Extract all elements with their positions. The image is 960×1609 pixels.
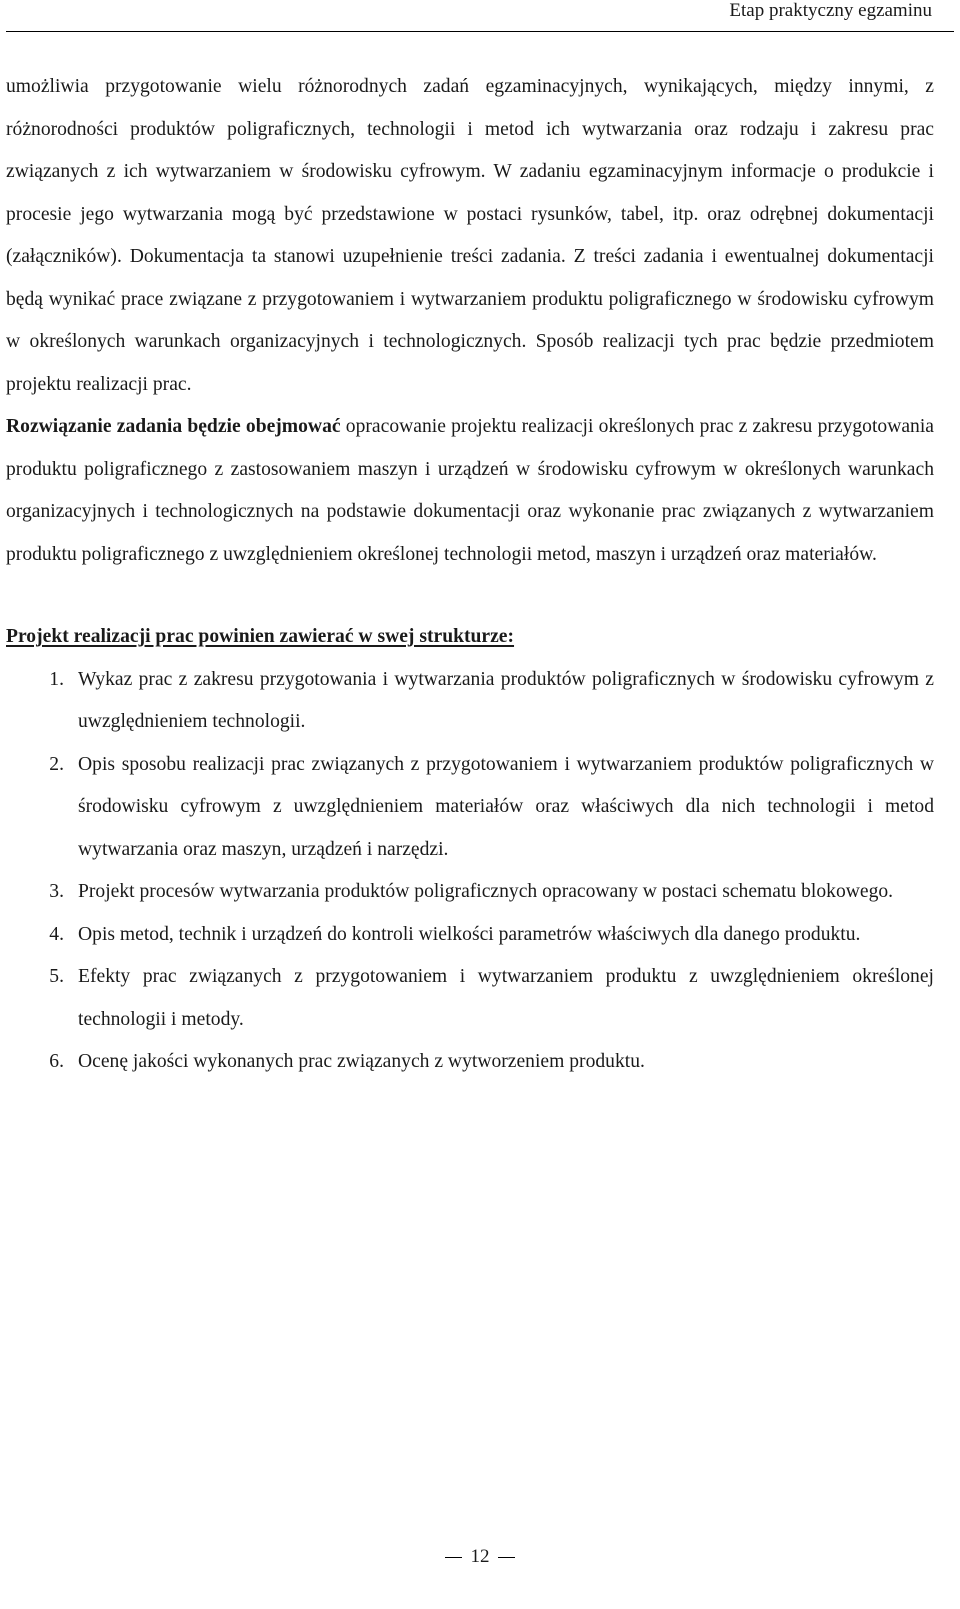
list-item-text: Wykaz prac z zakresu przygotowania i wytwarzania produktów poligraficznych w środowisku cyfrowym z uwzględnieniem technologii. bbox=[78, 668, 934, 732]
running-header bbox=[6, 0, 954, 32]
list-item-text: Projekt procesów wytwarzania produktów poligraficznych opracowany w postaci schematu blokowego. bbox=[78, 881, 894, 902]
project-structure-list bbox=[6, 659, 934, 1084]
list-item bbox=[6, 871, 934, 914]
list-item-number: 4. bbox=[49, 923, 64, 945]
list-item-text: Ocenę jakości wykonanych prac związanych z wytworzeniem produktu. bbox=[78, 1051, 645, 1072]
solution-paragraph bbox=[6, 406, 934, 576]
page-footer bbox=[0, 1543, 960, 1571]
list-item bbox=[6, 914, 934, 957]
footer-dash-left bbox=[445, 1557, 462, 1558]
list-item-text: Opis sposobu realizacji prac związanych z przygotowaniem i wytwarzaniem produktów poligraficznych w środowisku cyfrowym z uwzględnieniem materiałów oraz właściwych dla nich technologii i metod wytwarzania oraz maszyn, urządzeń i narzędzi. bbox=[78, 753, 934, 860]
list-item-text: Efekty prac związanych z przygotowaniem i wytwarzaniem produktu z uwzględnieniem określonej technologii i metody. bbox=[78, 966, 934, 1030]
list-item-number: 1. bbox=[49, 668, 64, 690]
list-item bbox=[6, 1041, 934, 1084]
intro-paragraph: umożliwia przygotowanie wielu różnorodnych zadań egzaminacyjnych, wynikających, między innymi, z różnorodności produktów poligraficznych, technologii i metod ich wytwarzania oraz rodzaju i zakresu prac związanych z ich wytwarzaniem w środowisku cyfrowym. W zadaniu egzaminacyjnym informacje o produkcie i procesie jego wytwarzania mogą być przedstawione w postaci rysunków, tabel, itp. oraz odrębnej dokumentacji (załączników). Dokumentacja ta stanowi uzupełnienie treści zadania. Z treści zadania i ewentualnej dokumentacji będą wynikać prace związane z przygotowaniem i wytwarzaniem produktu poligraficznego w środowisku cyfrowym w określonych warunkach organizacyjnych i technologicznych. Sposób realizacji tych prac będzie przedmiotem projektu realizacji prac. bbox=[6, 76, 934, 395]
list-item-text: Opis metod, technik i urządzeń do kontroli wielkości parametrów właściwych dla danego produktu. bbox=[78, 923, 861, 945]
list-item-number: 5. bbox=[49, 966, 64, 987]
list-item-number: 6. bbox=[49, 1051, 64, 1072]
solution-text: opracowanie projektu realizacji określonych prac z zakresu przygotowania produktu poligraficznego z zastosowaniem maszyn i urządzeń w środowisku cyfrowym w określonych warunkach organizacyjnych i technologicznych na podstawie dokumentacji oraz wykonanie prac związanych z wytwarzaniem produktu poligraficznego z uwzględnieniem określonej technologii metod, maszyn i urządzeń oraz materiałów. bbox=[6, 416, 934, 565]
list-item-number: 2. bbox=[49, 753, 64, 775]
solution-lead: Rozwiązanie zadania będzie obejmować bbox=[6, 416, 341, 437]
section-heading: Projekt realizacji prac powinien zawierać w swej strukturze: bbox=[6, 626, 515, 647]
list-item bbox=[6, 744, 934, 872]
page-number: 12 bbox=[470, 1546, 490, 1567]
list-item bbox=[6, 659, 934, 744]
list-item-number: 3. bbox=[49, 881, 64, 902]
footer-dash-right bbox=[498, 1557, 515, 1558]
list-item bbox=[6, 956, 934, 1041]
page-content bbox=[6, 66, 934, 1084]
header-title: Etap praktyczny egzaminu bbox=[729, 0, 932, 21]
